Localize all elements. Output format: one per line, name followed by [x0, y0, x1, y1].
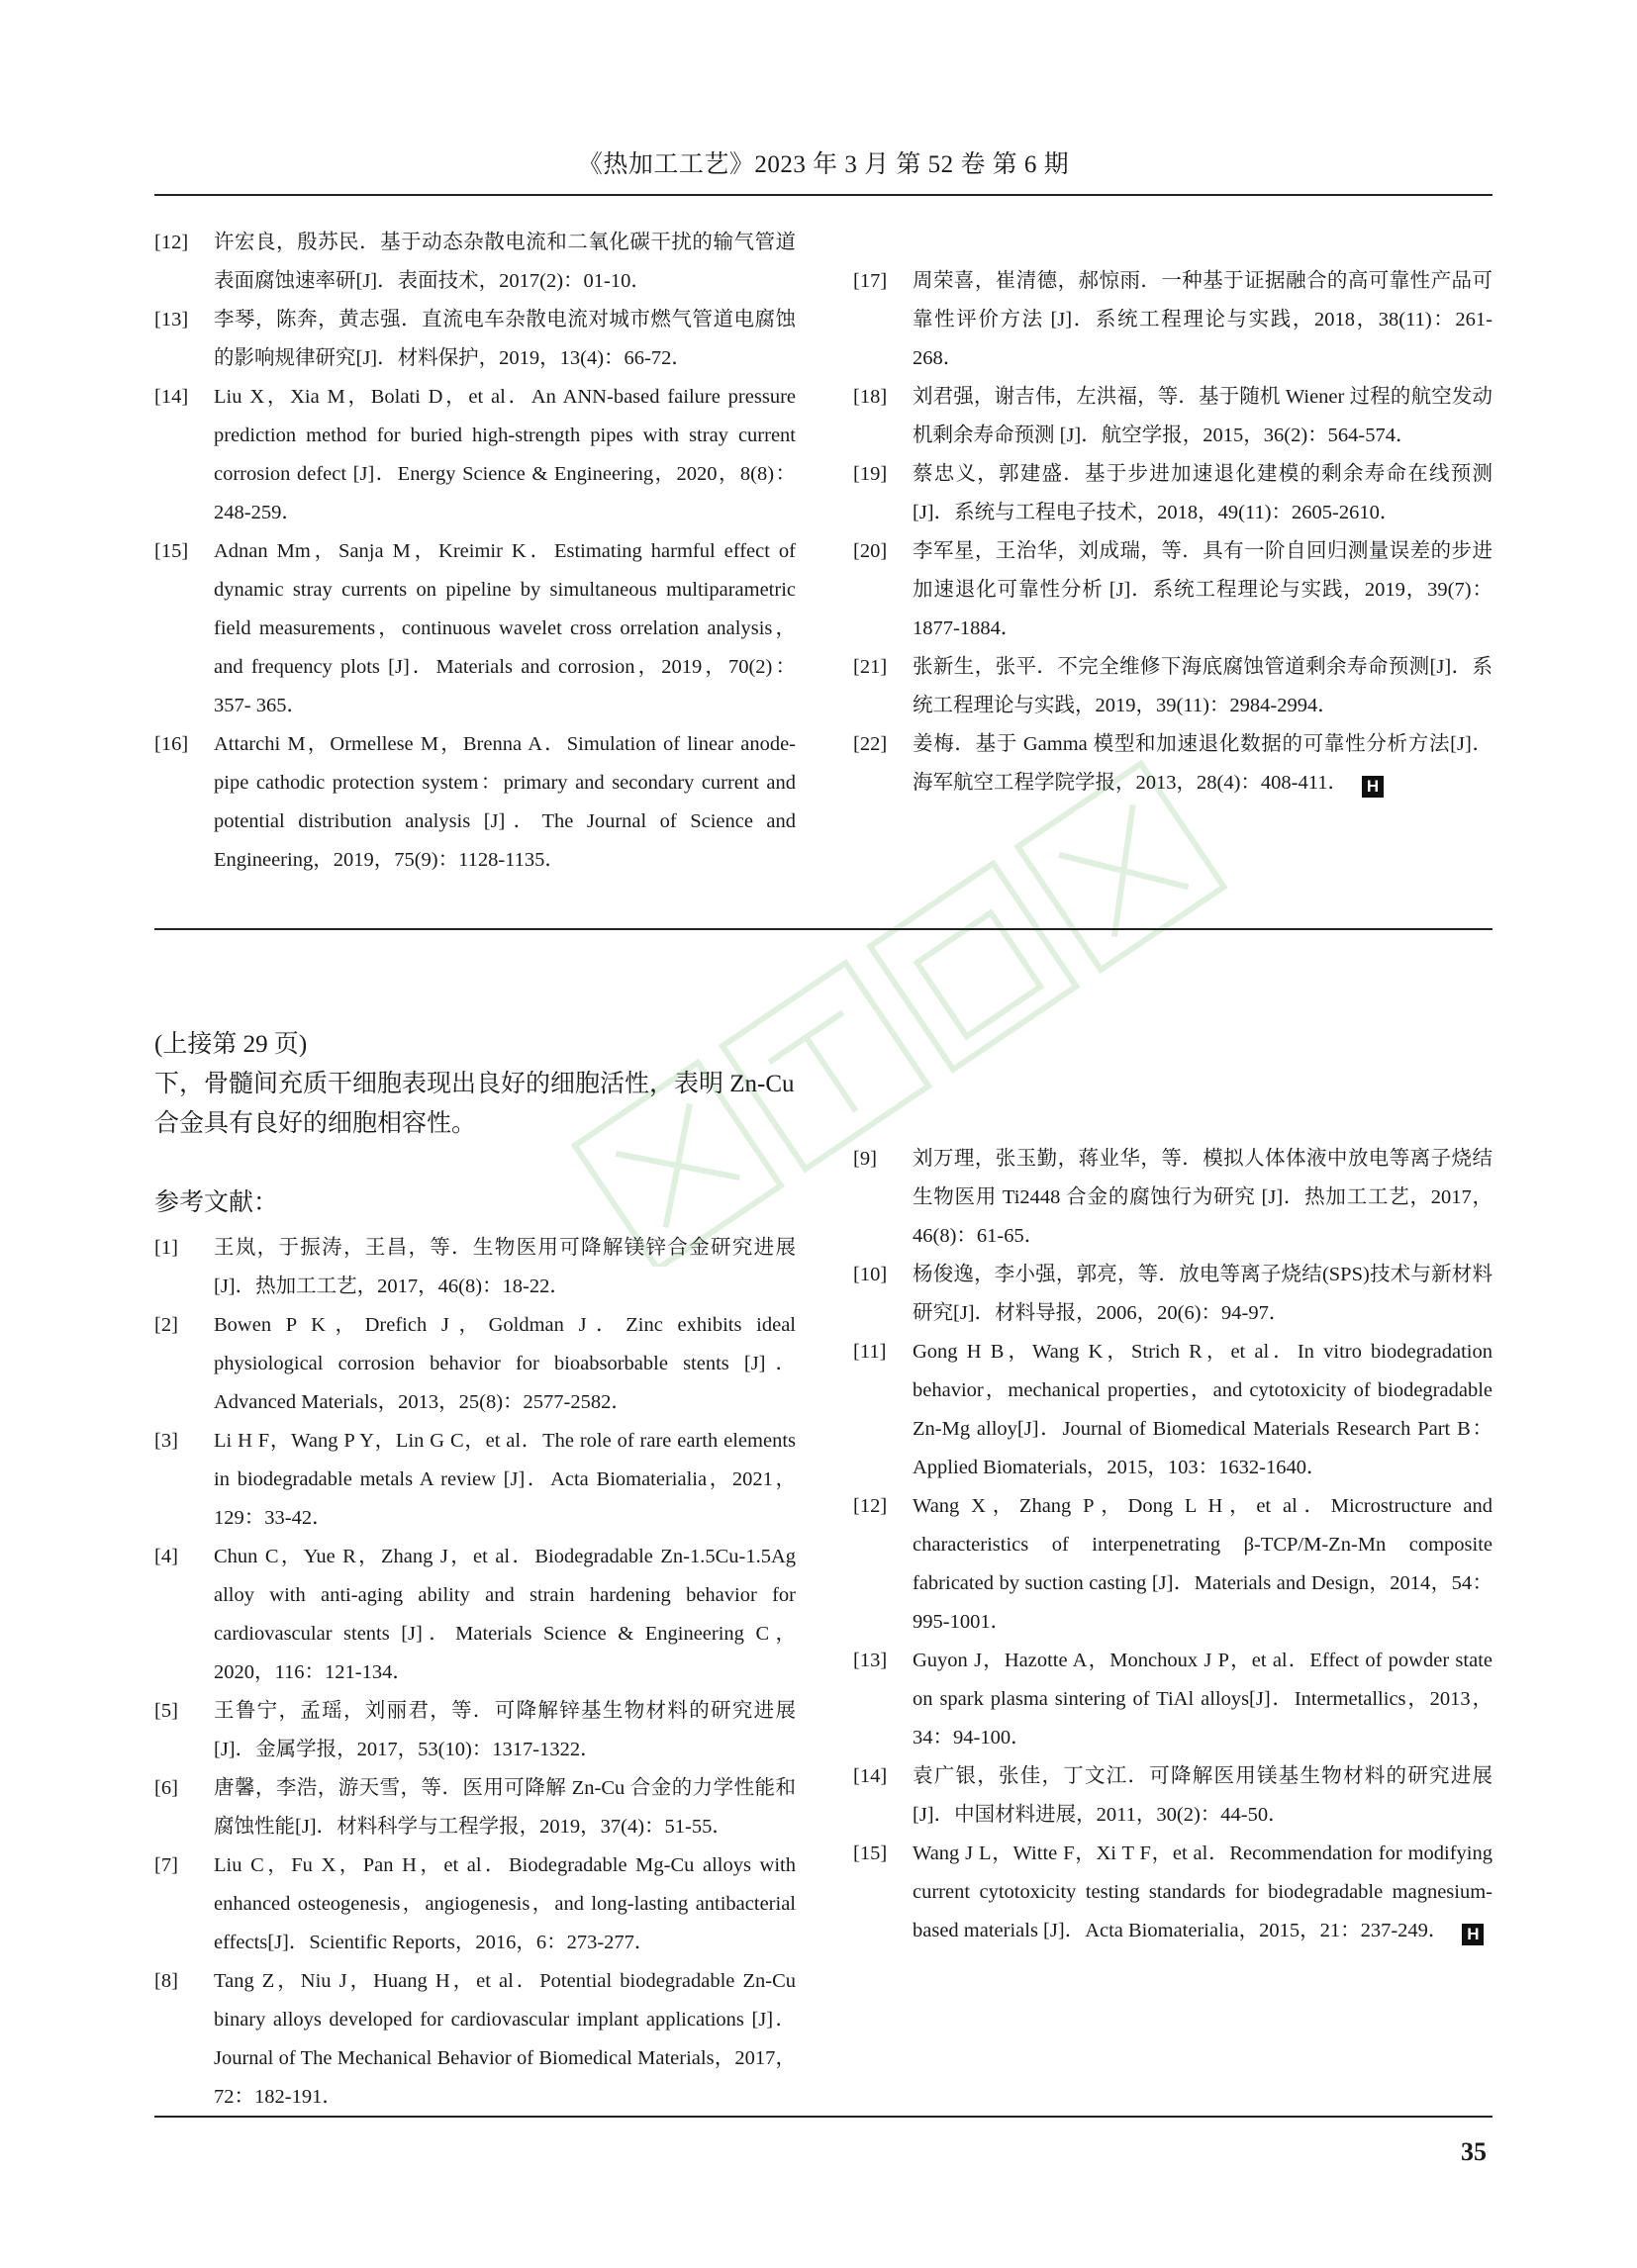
- reference-number: [7]: [154, 1854, 178, 1876]
- reference-text: Guyon J，Hazotte A，Monchoux J P，et al．Effect of powder state on spark plasma sintering of TiAl alloys[J]．Intermetallics，2013，34：94-100．: [913, 1650, 1493, 1748]
- reference-text-wrap: [913, 725, 1493, 803]
- reference-text: Bowen P K，Drefich J，Goldman J．Zinc exhibits ideal physiological corrosion behavior for bioabsorbable stents [J]．Advanced Materials，2013，25(8)：2577-2582．: [214, 1314, 796, 1413]
- reference-text: 李琴，陈奔，黄志强．直流电车杂散电流对城市燃气管道电腐蚀的影响规律研究[J]．材料保护，2019，13(4)：66-72．: [214, 309, 796, 369]
- top-right-references: [853, 262, 1493, 803]
- reference-item: [853, 262, 1493, 378]
- reference-text: 杨俊逸，李小强，郭亮，等．放电等离子烧结(SPS)技术与新材料研究[J]．材料导报，2006，20(6)：94-97．: [913, 1264, 1493, 1324]
- reference-text: Wang X，Zhang P，Dong L H，et al．Microstructure and characteristics of interpenetrating β-TCP/M-Zn-Mn composite fabricated by suction casting [J]．Materials and Design，2014，54：995-1001．: [913, 1495, 1493, 1633]
- reference-item: [853, 1140, 1493, 1256]
- reference-text: 王岚，于振涛，王昌，等．生物医用可降解镁锌合金研究进展[J]．热加工工艺，2017，46(8)：18-22．: [214, 1237, 796, 1297]
- reference-text: 张新生，张平．不完全维修下海底腐蚀管道剩余寿命预测[J]．系统工程理论与实践，2019，39(11)：2984-2994．: [913, 656, 1493, 716]
- reference-item: [853, 1835, 1493, 1950]
- reference-number: [17]: [853, 270, 888, 292]
- reference-item: [154, 1306, 796, 1422]
- reference-text: Tang Z，Niu J，Huang H，et al．Potential biodegradable Zn-Cu binary alloys developed for cardiovascular implant applications [J]．Journal of The Mechanical Behavior of Biomedical Materials，2017，72：182-191．: [214, 1970, 796, 2108]
- bottom-left-column: [154, 1025, 796, 2117]
- top-left-references: [154, 224, 796, 880]
- reference-number: [13]: [853, 1650, 888, 1671]
- reference-number: [12]: [853, 1495, 888, 1517]
- reference-item: [853, 1256, 1493, 1333]
- reference-text-wrap: [913, 1835, 1493, 1950]
- continuation-body: 下，骨髓间充质干细胞表现出良好的细胞活性，表明 Zn-Cu 合金具有良好的细胞相容性。: [154, 1071, 795, 1137]
- reference-item: [853, 532, 1493, 648]
- reference-item: [154, 1538, 796, 1692]
- reference-number: [13]: [154, 309, 189, 331]
- reference-text: 刘君强，谢吉伟，左洪福，等．基于随机 Wiener 过程的航空发动机剩余寿命预测 [J]．航空学报，2015，36(2)：564-574．: [913, 386, 1493, 446]
- reference-number: [5]: [154, 1700, 178, 1722]
- reference-number: [22]: [853, 733, 888, 755]
- reference-text: 李军星，王治华，刘成瑞，等．具有一阶自回归测量误差的步进加速退化可靠性分析 [J]．系统工程理论与实践，2019，39(7)：1877-1884．: [913, 540, 1493, 639]
- reference-text: 唐馨，李浩，游天雪，等．医用可降解 Zn-Cu 合金的力学性能和腐蚀性能[J]．材料科学与工程学报，2019，37(4)：51-55．: [214, 1777, 796, 1838]
- reference-item: [154, 224, 796, 301]
- reference-number: [11]: [853, 1341, 887, 1363]
- reference-item: [154, 1692, 796, 1769]
- reference-text: Adnan Mm，Sanja M，Kreimir K．Estimating harmful effect of dynamic stray currents on pipeline by simultaneous multiparametric field measurements，continuous wavelet cross orrelation analysis，and frequency plots [J]．Materials and corrosion，2019，70(2)：357- 365．: [214, 540, 796, 716]
- reference-item: [853, 1642, 1493, 1757]
- reference-text: 许宏良，殷苏民．基于动态杂散电流和二氧化碳干扰的输气管道表面腐蚀速率研[J]．表面技术，2017(2)：01-10．: [214, 232, 796, 292]
- reference-item: [154, 1769, 796, 1846]
- reference-number: [20]: [853, 540, 888, 562]
- reference-item: [853, 1333, 1493, 1487]
- reference-number: [21]: [853, 656, 888, 678]
- reference-number: [12]: [154, 232, 189, 253]
- reference-number: [14]: [154, 386, 189, 408]
- reference-number: [9]: [853, 1148, 877, 1170]
- reference-item: [154, 301, 796, 378]
- reference-item: [154, 532, 796, 725]
- reference-number: [4]: [154, 1546, 178, 1567]
- reference-number: [1]: [154, 1237, 178, 1259]
- reference-item: [154, 1962, 796, 2117]
- reference-text: 蔡忠义，郭建盛．基于步进加速退化建模的剩余寿命在线预测 [J]．系统与工程电子技术，2018，49(11)：2605-2610．: [913, 463, 1493, 523]
- reference-text: 周荣喜，崔清德，郝惊雨．一种基于证据融合的高可靠性产品可靠性评价方法 [J]．系统工程理论与实践，2018，38(11)：261-268．: [913, 270, 1493, 369]
- reference-item: [154, 1229, 796, 1306]
- reference-item: [154, 1422, 796, 1538]
- reference-item: [853, 725, 1493, 803]
- reference-number: [8]: [154, 1970, 178, 1992]
- header-rule: [154, 194, 1493, 196]
- reference-number: [14]: [853, 1765, 888, 1787]
- reference-item: [154, 1846, 796, 1962]
- reference-number: [2]: [154, 1314, 178, 1336]
- end-mark-icon: H: [1362, 776, 1384, 798]
- reference-item: [154, 378, 796, 532]
- reference-number: [18]: [853, 386, 888, 408]
- references-heading: 参考文献：: [154, 1189, 279, 1216]
- reference-item: [853, 378, 1493, 455]
- journal-header: 《热加工工艺》2023 年 3 月 第 52 卷 第 6 期: [577, 151, 1070, 178]
- reference-text: Li H F，Wang P Y，Lin G C，et al．The role of rare earth elements in biodegradable metals A review [J]．Acta Biomaterialia，2021，129：33-42．: [214, 1430, 796, 1529]
- reference-number: [3]: [154, 1430, 178, 1452]
- reference-item: [154, 725, 796, 880]
- reference-number: [6]: [154, 1777, 178, 1799]
- reference-item: [853, 1757, 1493, 1835]
- reference-text: Gong H B，Wang K，Strich R，et al．In vitro biodegradation behavior，mechanical properties，and cytotoxicity of biodegradable Zn-Mg alloy[J]．Journal of Biomedical Materials Research Part B：Applied Biomaterials，2015，103：1632-1640．: [913, 1341, 1493, 1478]
- section-divider: [154, 928, 1493, 930]
- reference-text: 王鲁宁，孟瑶，刘丽君，等．可降解锌基生物材料的研究进展[J]．金属学报，2017，53(10)：1317-1322．: [214, 1700, 796, 1760]
- end-mark-icon: H: [1462, 1924, 1484, 1945]
- reference-text: Liu C，Fu X，Pan H，et al．Biodegradable Mg-Cu alloys with enhanced osteogenesis，angiogenesis，and long-lasting antibacterial effects[J]．Scientific Reports，2016，6：273-277．: [214, 1854, 796, 1953]
- reference-item: [853, 455, 1493, 532]
- reference-text: Chun C，Yue R，Zhang J，et al．Biodegradable Zn-1.5Cu-1.5Ag alloy with anti-aging ability and strain hardening behavior for cardiovascular stents [J]．Materials Science & Engineering C，2020，116：121-134．: [214, 1546, 796, 1683]
- reference-text: 刘万理，张玉勤，蒋业华，等．模拟人体体液中放电等离子烧结生物医用 Ti2448 合金的腐蚀行为研究 [J]．热加工工艺，2017，46(8)：61-65．: [913, 1148, 1493, 1247]
- reference-number: [15]: [853, 1843, 888, 1864]
- reference-number: [15]: [154, 540, 189, 562]
- reference-text: Wang J L，Witte F，Xi T F，et al．Recommendation for modifying current cytotoxicity testing standards for biodegradable magnesium-based materials [J]．Acta Biomaterialia，2015，21：237-249．: [913, 1843, 1493, 1941]
- bottom-right-references: [853, 1140, 1493, 1950]
- reference-text: Liu X，Xia M，Bolati D，et al．An ANN-based failure pressure prediction method for buried high-strength pipes with stray current corrosion defect [J]．Energy Science & Engineering，2020，8(8)：248-259．: [214, 386, 796, 523]
- reference-number: [19]: [853, 463, 888, 485]
- reference-text: 袁广银，张佳，丁文江．可降解医用镁基生物材料的研究进展[J]．中国材料进展，2011，30(2)：44-50．: [913, 1765, 1493, 1826]
- continuation-label: (上接第 29 页): [154, 1031, 308, 1058]
- page-number: 35: [1461, 2137, 1487, 2166]
- reference-text: Attarchi M，Ormellese M，Brenna A．Simulation of linear anode-pipe cathodic protection system：primary and secondary current and potential distribution analysis [J]．The Journal of Science and Engineering，2019，75(9)：1128-1135．: [214, 733, 796, 871]
- footer-rule: [154, 2116, 1493, 2118]
- reference-text: 姜梅．基于 Gamma 模型和加速退化数据的可靠性分析方法[J]．海军航空工程学院学报，2013，28(4)：408-411．: [913, 733, 1493, 794]
- reference-item: [853, 648, 1493, 725]
- reference-number: [16]: [154, 733, 189, 755]
- reference-item: [853, 1487, 1493, 1642]
- reference-number: [10]: [853, 1264, 888, 1285]
